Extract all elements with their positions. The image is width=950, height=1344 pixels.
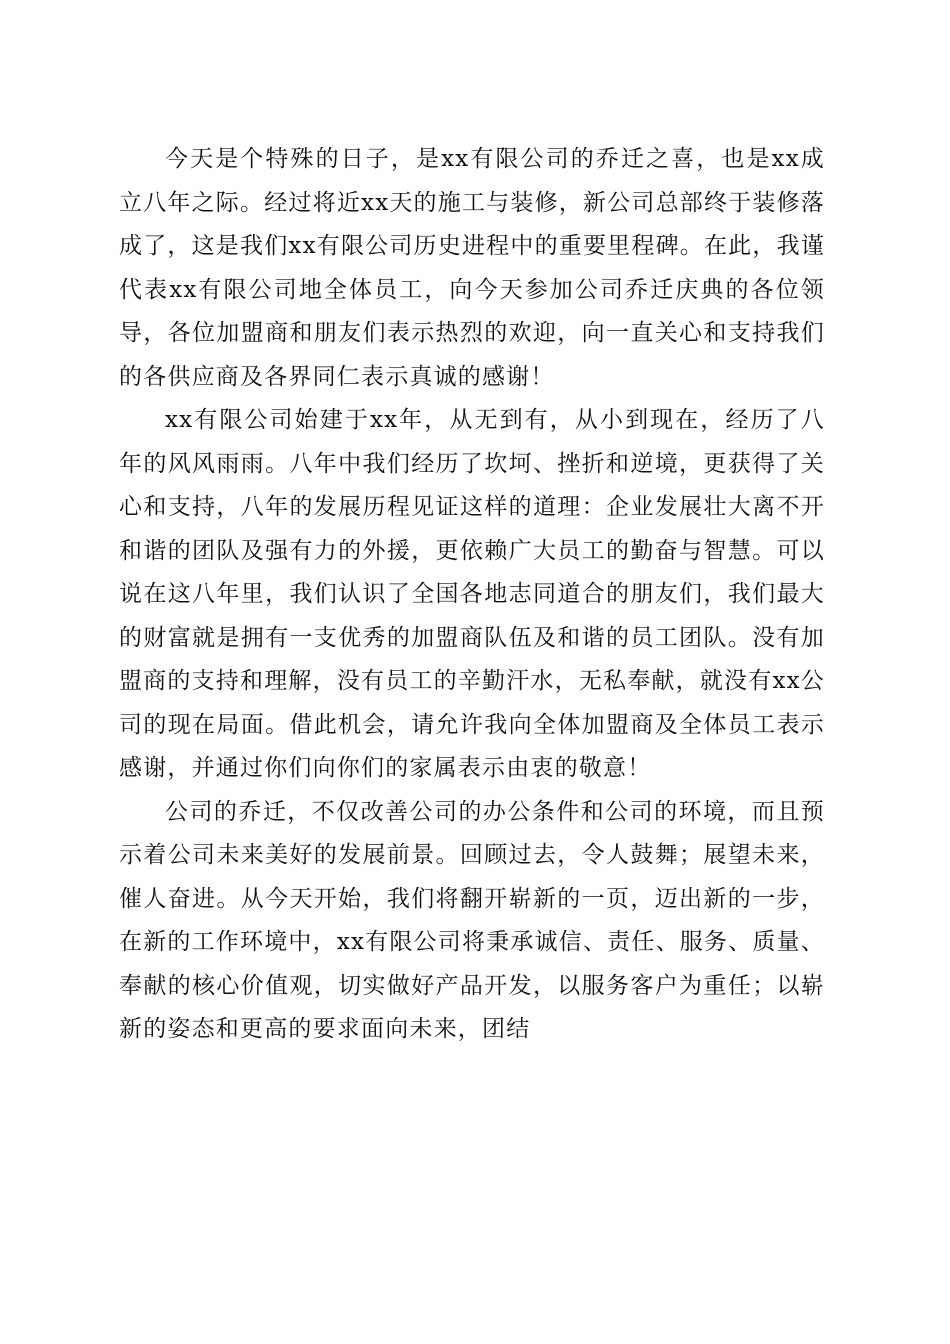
document-body bbox=[119, 138, 825, 1052]
paragraph-2: xx有限公司始建于xx年，从无到有，从小到现在，经历了八年的风风雨雨。八年中我们经历了坎坷、挫折和逆境，更获得了关心和支持，八年的发展历程见证这样的道理：企业发展壮大离不开和谐的团队及强有力的外援，更依赖广大员工的勤奋与智慧。可以说在这八年里，我们认识了全国各地志同道合的朋友们，我们最大的财富就是拥有一支优秀的加盟商队伍及和谐的员工团队。没有加盟商的支持和理解，没有员工的辛勤汗水，无私奉献，就没有xx公司的现在局面。借此机会，请允许我向全体加盟商及全体员工表示感谢，并通过你们向你们的家属表示由衷的敬意！ bbox=[119, 407, 825, 781]
paragraph-3: 公司的乔迁，不仅改善公司的办公条件和公司的环境，而且预示着公司未来美好的发展前景。回顾过去，令人鼓舞；展望未来，催人奋进。从今天开始，我们将翻开崭新的一页，迈出新的一步，在新的工作环境中，xx有限公司将秉承诚信、责任、服务、质量、奉献的核心价值观，切实做好产品开发，以服务客户为重任；以崭新的姿态和更高的要求面向未来，团结 bbox=[119, 798, 825, 1042]
paragraph-1: 今天是个特殊的日子，是xx有限公司的乔迁之喜，也是xx成立八年之际。经过将近xx天的施工与装修，新公司总部终于装修落成了，这是我们xx有限公司历史进程中的重要里程碑。在此，我谨代表xx有限公司地全体员工，向今天参加公司乔迁庆典的各位领导，各位加盟商和朋友们表示热烈的欢迎，向一直关心和支持我们的各供应商及各界同仁表示真诚的感谢！ bbox=[119, 146, 825, 390]
